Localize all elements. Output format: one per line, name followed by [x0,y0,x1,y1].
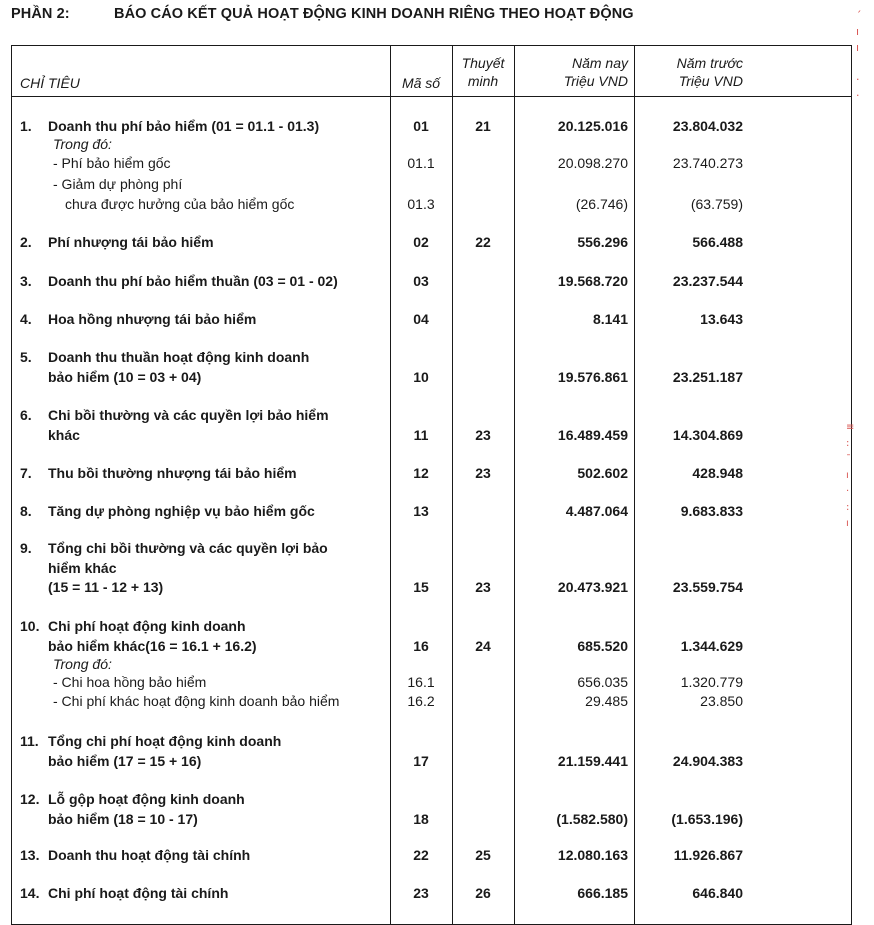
code-cell: 12 [413,465,429,481]
item-label: Chi phí hoạt động kinh doanh [48,618,246,634]
prior-year-value: 23.251.187 [672,368,743,385]
current-year-value: 12.080.163 [557,847,628,863]
prior-year-value: 14.304.869 [672,426,743,443]
current-year-value: 556.296 [577,234,628,250]
current-year-value: 20.098.270 [557,155,628,171]
code-cell: 13 [413,503,429,519]
code-cell: 16.1 [407,674,435,690]
sub-item-label: - Phí bảo hiểm gốc [53,155,171,171]
margin-marks-mid: ≡ : ˉ ı · : ı [846,422,855,529]
item-label: Chi phí hoạt động tài chính [48,885,229,901]
code-cell: 01.3 [407,196,435,212]
code-cell: 03 [413,273,429,289]
prior-year-value: 9.683.833 [680,503,743,519]
item-label: Doanh thu phí bảo hiểm thuần (03 = 01 - 02) [48,273,338,289]
prior-year-value: 23.559.754 [672,579,743,595]
header-nam-nay: Năm nay [571,55,628,71]
note-cell: 26 [475,885,491,901]
section-title [11,6,634,22]
note-cell: 24 [475,637,491,654]
report-table [11,45,855,925]
note-cell: 23 [475,579,491,595]
prior-year-value: 646.840 [692,885,743,901]
item-label: Hoa hồng nhượng tái bảo hiểm [48,311,257,327]
code-cell: 18 [413,810,429,827]
code-cell: 04 [413,311,429,327]
item-label: (15 = 11 - 12 + 13) [48,579,164,595]
code-cell: 16 [413,637,429,654]
item-number: 12. [20,791,40,807]
code-cell: 23 [413,885,429,901]
note-cell: 23 [475,465,491,481]
current-year-value: 666.185 [577,885,628,901]
prior-year-value: 566.488 [692,234,743,250]
code-cell: 11 [413,426,429,443]
code-cell: 16.2 [407,693,435,709]
margin-marks-top: ˊ ı ı · · [856,9,862,102]
item-label: Lỗ gộp hoạt động kinh doanh [48,791,245,807]
section-number: PHẦN 2: [11,6,70,22]
prior-year-value: 23.850 [700,693,743,709]
current-year-value: 502.602 [577,465,628,481]
item-number: 7. [20,465,32,481]
item-label: Thu bồi thường nhượng tái bảo hiểm [48,465,297,481]
prior-year-value: (63.759) [690,196,743,212]
item-label: Doanh thu phí bảo hiểm (01 = 01.1 - 01.3) [48,118,320,134]
code-cell: 01 [413,118,429,134]
header-thuyet: Thuyết [461,55,505,71]
prior-year-value: 1.320.779 [680,674,743,690]
col-divider [452,46,453,924]
item-number: 3. [20,273,32,289]
current-year-value: 8.141 [592,311,628,327]
section-heading: BÁO CÁO KẾT QUẢ HOẠT ĐỘNG KINH DOANH RIÊNG THEO HOẠT ĐỘNG [114,6,634,22]
current-year-value: 21.159.441 [557,752,628,769]
current-year-value: (1.582.580) [556,810,628,827]
item-label: Tổng chi phí hoạt động kinh doanh [48,733,282,749]
item-label: bảo hiểm (17 = 15 + 16) [48,752,202,769]
note-cell: 25 [475,847,491,863]
prior-year-value: 23.237.544 [672,273,743,289]
header-nam-truoc: Năm trước [676,55,743,71]
current-year-value: 20.125.016 [557,118,628,134]
item-label: khác [48,426,80,443]
prior-year-value: 23.804.032 [672,118,743,134]
item-number: 9. [20,540,32,556]
sub-item-label: - Chi phí khác hoạt động kinh doanh bảo hiểm [53,693,340,709]
prior-year-value: 11.926.867 [673,847,743,863]
sub-heading: Trong đó: [53,656,112,672]
code-cell: 02 [413,234,429,250]
item-label: Chi bồi thường và các quyền lợi bảo hiểm [48,407,329,423]
sub-item-label: - Chi hoa hồng bảo hiểm [53,674,207,690]
sub-item-label: - Giảm dự phòng phí [53,176,183,192]
item-number: 11. [20,733,39,749]
code-cell: 17 [413,752,429,769]
item-label: bảo hiểm khác(16 = 16.1 + 16.2) [48,637,257,654]
header-ma-so: Mã số [401,75,441,91]
item-number: 5. [20,349,32,365]
col-divider [634,46,635,924]
header-chi-tieu: CHỈ TIÊU [20,75,80,91]
header-divider [12,96,851,97]
current-year-value: 19.568.720 [557,273,628,289]
code-cell: 10 [413,368,429,385]
item-label: hiểm khác [48,559,117,576]
item-number: 1. [20,118,32,134]
item-number: 10. [20,618,40,634]
current-year-value: 656.035 [577,674,628,690]
current-year-value: 4.487.064 [565,503,628,519]
item-label: Tăng dự phòng nghiệp vụ bảo hiểm gốc [48,503,315,519]
item-label: bảo hiểm (10 = 03 + 04) [48,368,202,385]
col-divider [390,46,391,924]
item-number: 13. [20,847,40,863]
sub-item-label-cont: chưa được hưởng của bảo hiểm gốc [65,196,295,212]
header-nam-truoc-unit: Triệu VND [678,73,743,89]
item-number: 4. [20,311,32,327]
code-cell: 22 [413,847,429,863]
header-minh: minh [467,73,499,89]
prior-year-value: 24.904.383 [672,752,743,769]
note-cell: 21 [475,118,491,134]
current-year-value: 19.576.861 [557,368,628,385]
item-number: 8. [20,503,32,519]
prior-year-value: (1.653.196) [671,810,743,827]
item-label: Tổng chi bồi thường và các quyền lợi bảo [48,540,328,556]
current-year-value: 29.485 [585,693,628,709]
item-label: Phí nhượng tái bảo hiểm [48,234,214,250]
current-year-value: 20.473.921 [557,579,628,595]
current-year-value: 685.520 [577,637,628,654]
sub-heading: Trong đó: [53,136,112,152]
item-label: Doanh thu hoạt động tài chính [48,847,251,863]
code-cell: 01.1 [407,155,435,171]
col-divider [514,46,515,924]
prior-year-value: 1.344.629 [680,637,743,654]
current-year-value: (26.746) [575,196,628,212]
note-cell: 22 [475,234,491,250]
item-number: 6. [20,407,32,423]
code-cell: 15 [413,579,429,595]
prior-year-value: 13.643 [700,311,743,327]
current-year-value: 16.489.459 [557,426,628,443]
item-number: 2. [20,234,32,250]
item-label: Doanh thu thuần hoạt động kinh doanh [48,349,310,365]
header-nam-nay-unit: Triệu VND [563,73,628,89]
prior-year-value: 428.948 [692,465,743,481]
prior-year-value: 23.740.273 [672,155,743,171]
item-label: bảo hiểm (18 = 10 - 17) [48,810,198,827]
note-cell: 23 [475,426,491,443]
item-number: 14. [20,885,40,901]
